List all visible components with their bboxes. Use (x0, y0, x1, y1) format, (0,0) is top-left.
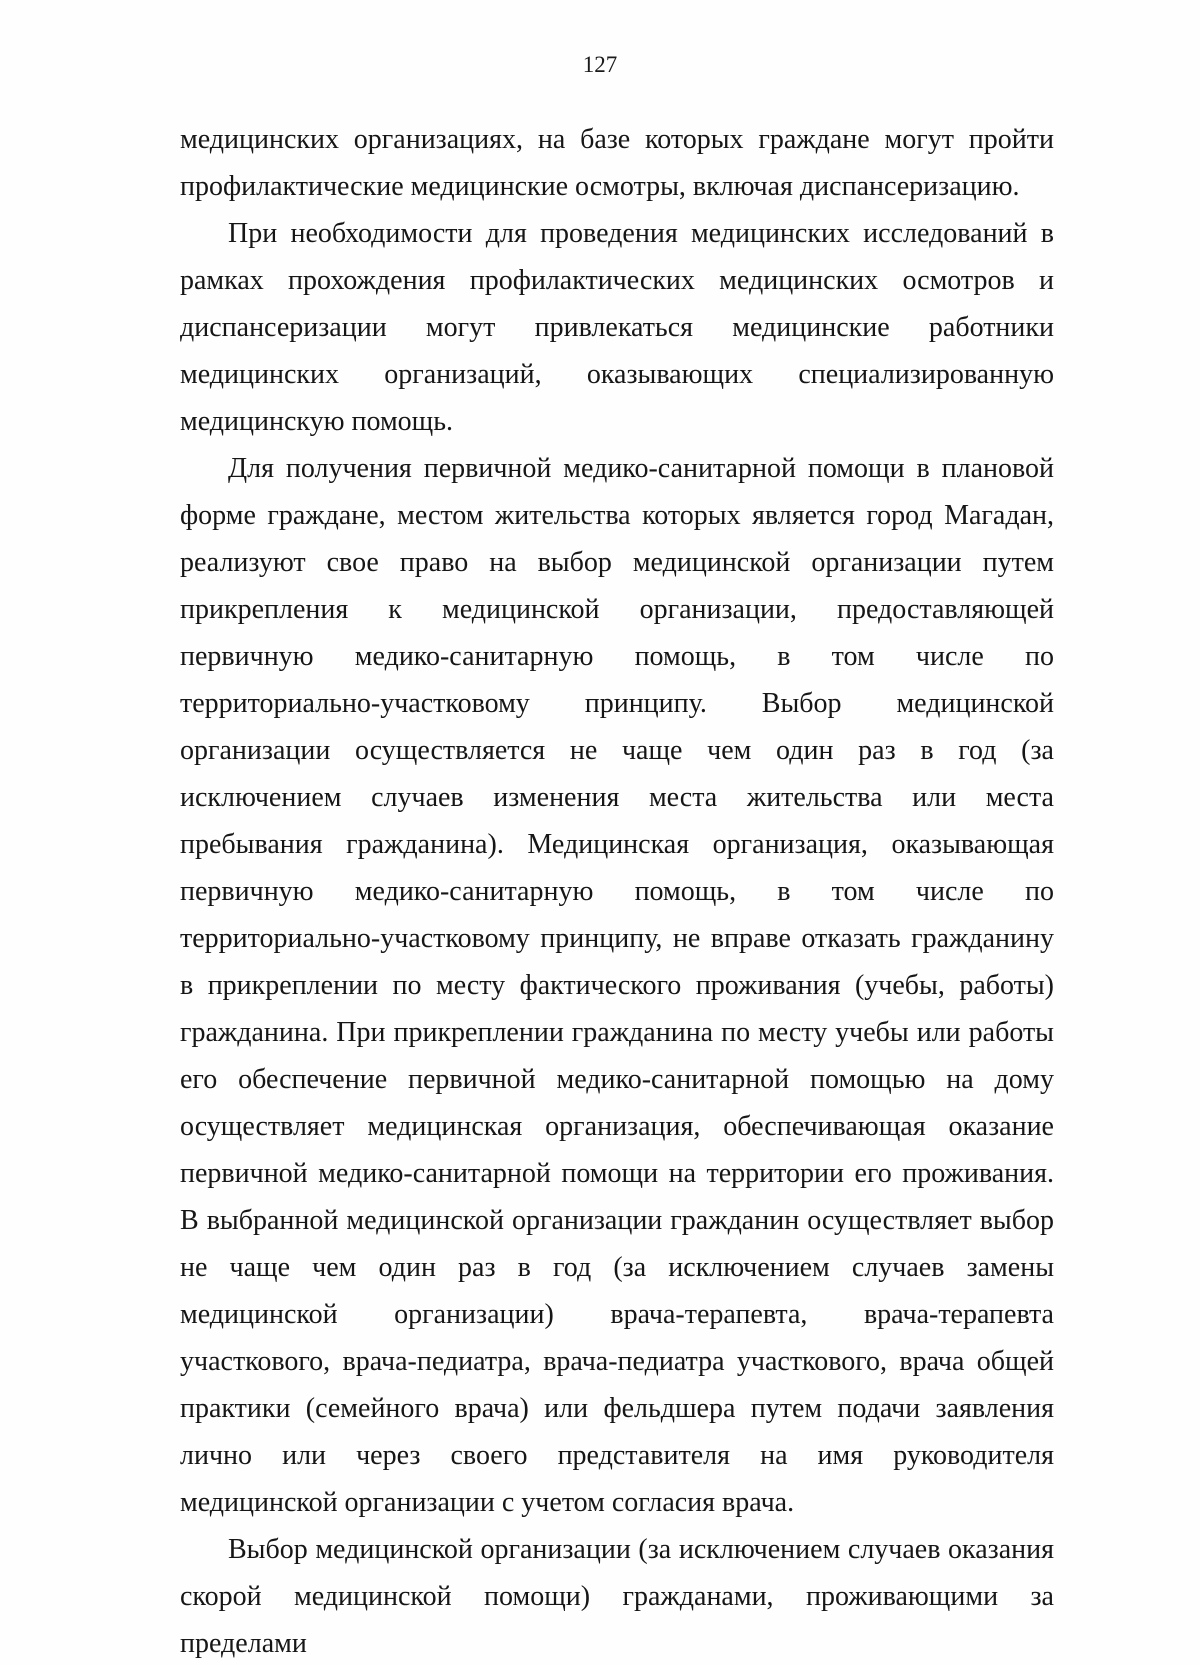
document-body (180, 116, 1054, 1667)
paragraph-medical-research: При необходимости для проведения медицинских исследований в рамках прохождения профилактических медицинских осмотров и диспансеризации могут привлекаться медицинские работники медицинских организаций, оказывающих специализированную медицинскую помощь. (180, 218, 1054, 437)
paragraph-continued: медицинских организациях, на базе которых граждане могут пройти профилактические медицинские осмотры, включая диспансеризацию. (180, 124, 1054, 202)
page-number: 127 (582, 52, 618, 77)
paragraph-organization-choice: Выбор медицинской организации (за исключением случаев оказания скорой медицинской помощи) гражданами, проживающими за пределами (180, 1534, 1054, 1659)
paragraph-primary-care-choice: Для получения первичной медико-санитарной помощи в плановой форме граждане, местом жительства которых является город Магадан, реализуют свое право на выбор медицинской организации путем прикрепления к медицинской организации, предоставляющей первичную медико-санитарную помощь, в том числе по территориально-участковому принципу. Выбор медицинской организации осуществляется не чаще чем один раз в год (за исключением случаев изменения места жительства или места пребывания гражданина). Медицинская организация, оказывающая первичную медико-санитарную помощь, в том числе по территориально-участковому принципу, не вправе отказать гражданину в прикреплении по месту фактического проживания (учебы, работы) гражданина. При прикреплении гражданина по месту учебы или работы его обеспечение первичной медико-санитарной помощью на дому осуществляет медицинская организация, обеспечивающая оказание первичной медико-санитарной помощи на территории его проживания. В выбранной медицинской организации гражданин осуществляет выбор не чаще чем один раз в год (за исключением случаев замены медицинской организации) врача-терапевта, врача-терапевта участкового, врача-педиатра, врача-педиатра участкового, врача общей практики (семейного врача) или фельдшера путем подачи заявления лично или через своего представителя на имя руководителя медицинской организации с учетом согласия врача. (180, 453, 1054, 1518)
